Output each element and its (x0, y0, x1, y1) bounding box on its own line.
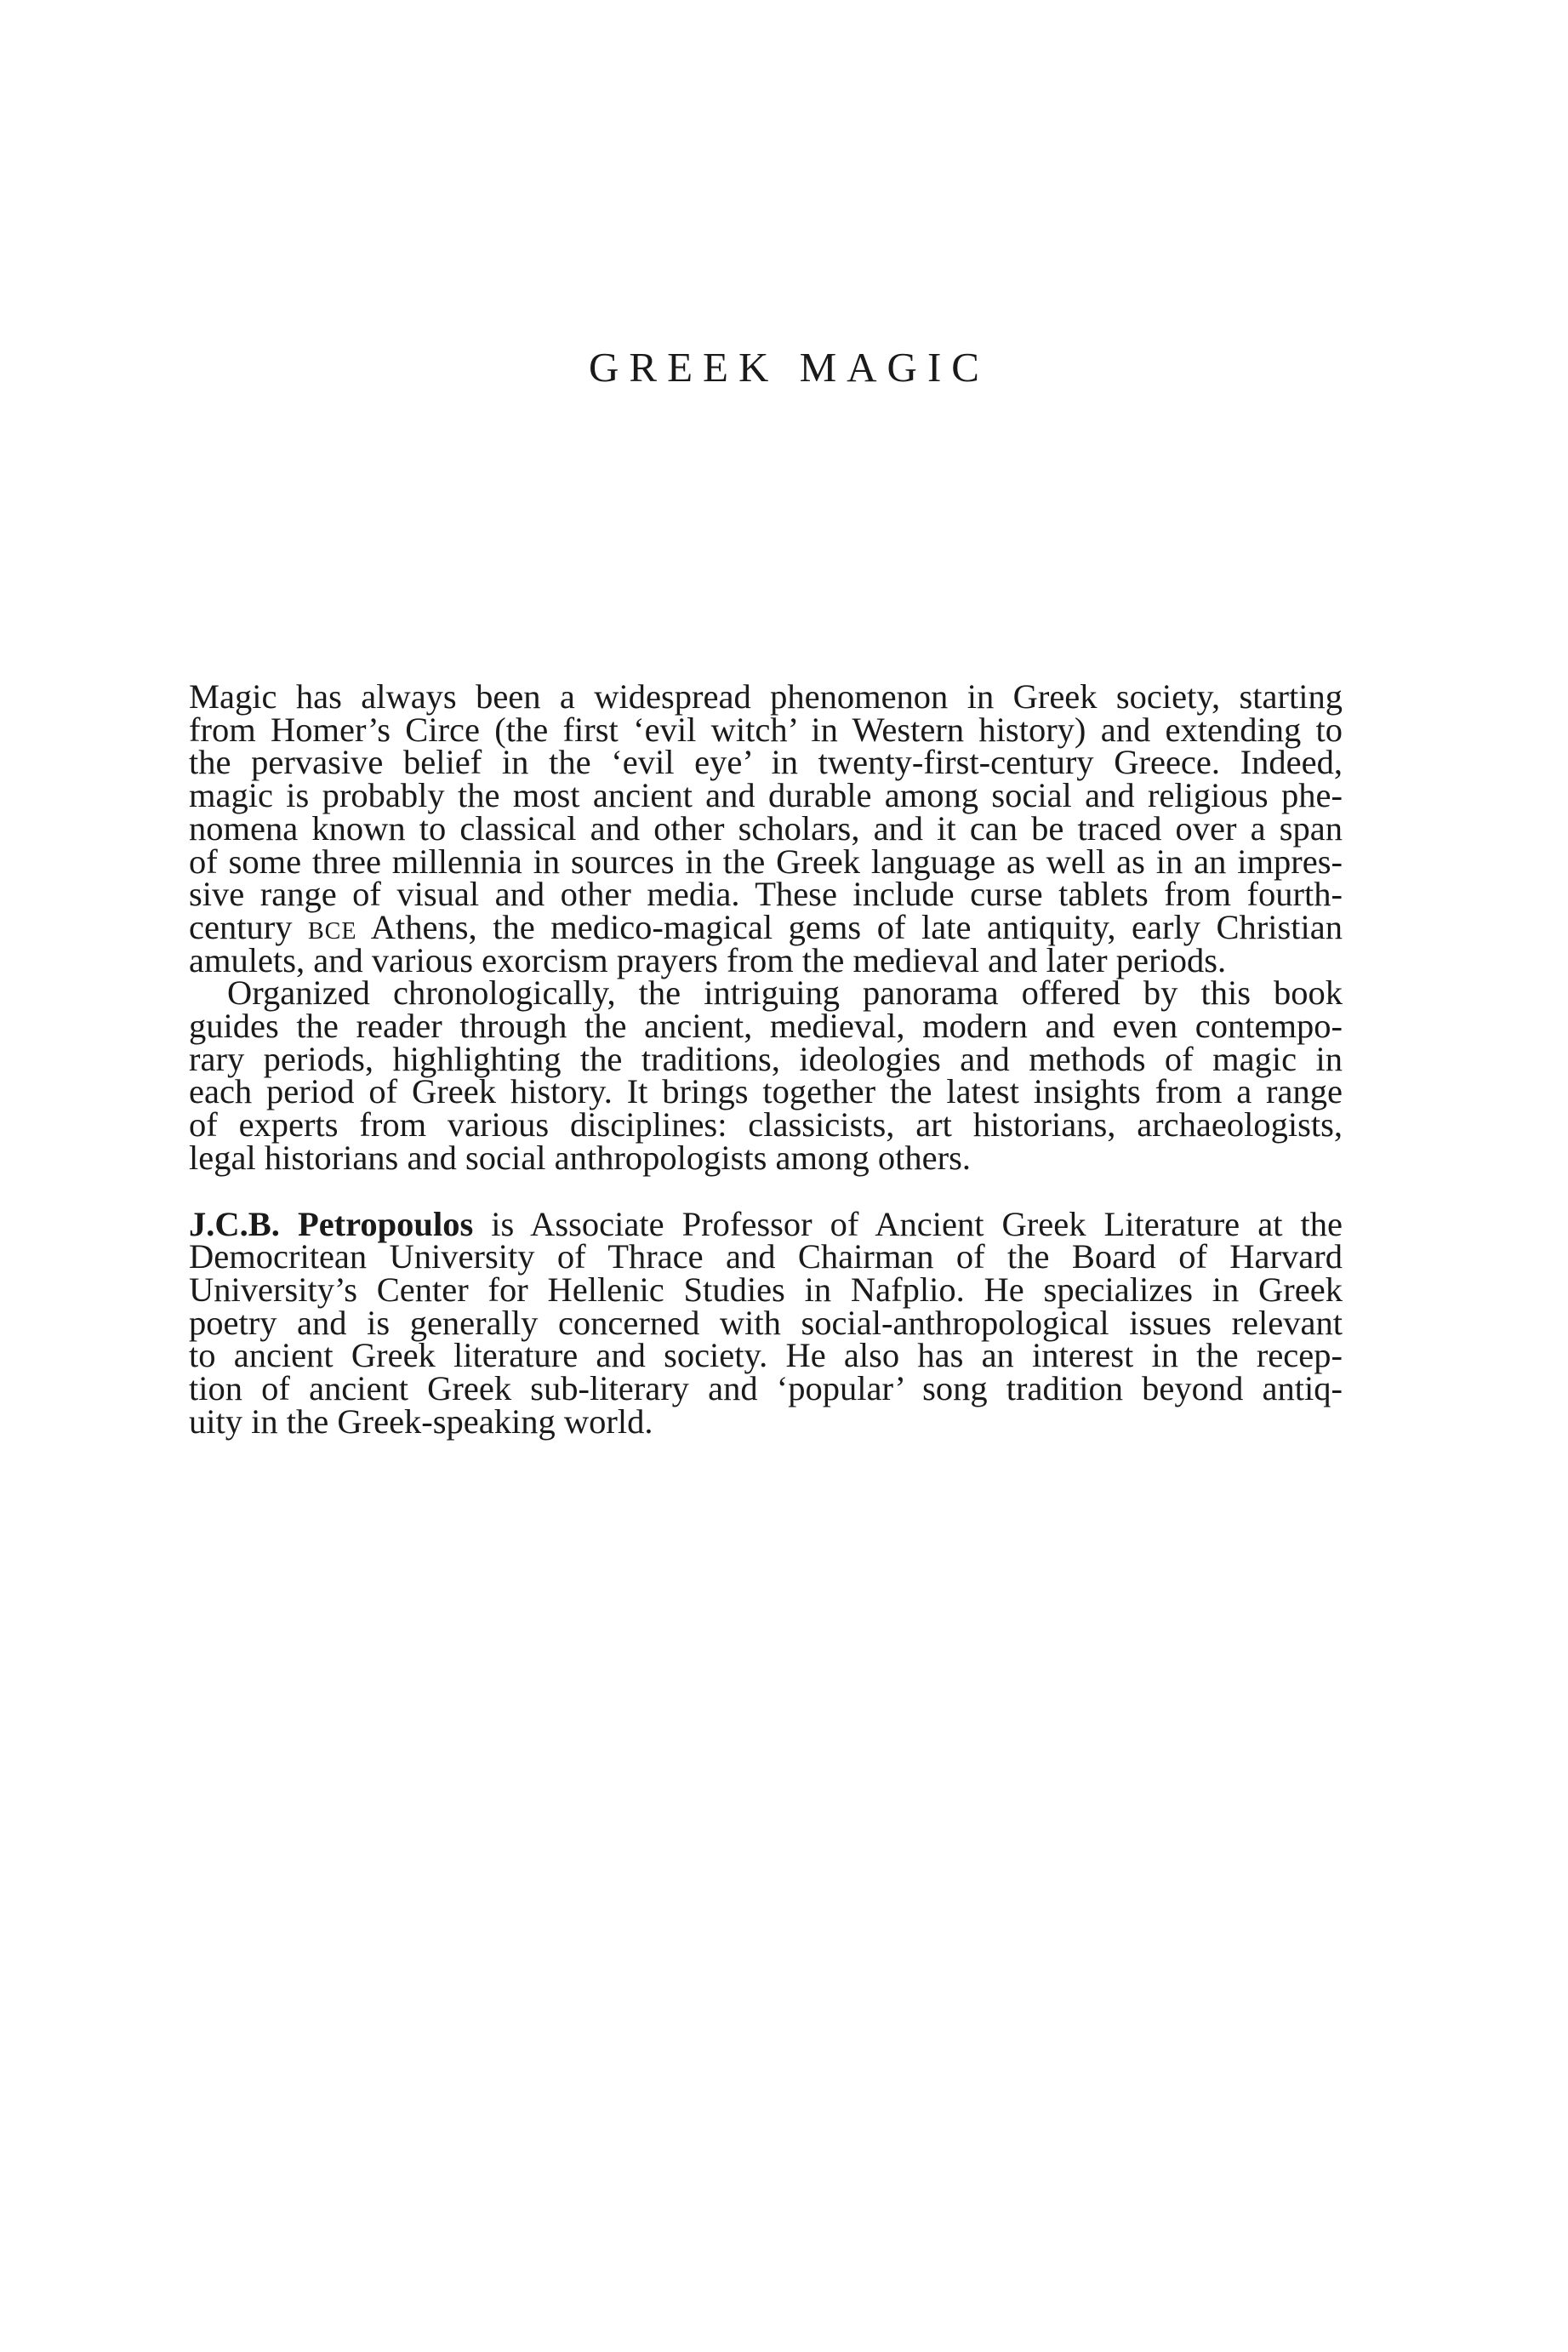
text-line: uity in the Greek-speaking world. (189, 1401, 653, 1441)
text-line: nomena known to classical and other scholars, and it can be traced over a span (189, 808, 1343, 848)
text-line: the pervasive belief in the ‘evil eye’ in twenty-first-century Greece. Indeed, (189, 743, 1343, 782)
text-line: guides the reader through the ancient, medieval, modern and even contempo- (189, 1007, 1343, 1046)
description-paragraph-2 (189, 973, 1343, 1177)
text-line: amulets, and various exorcism prayers from the medieval and later periods. (189, 940, 1227, 979)
text-line: from Homer’s Circe (the first ‘evil witch’ in Western history) and extending to (189, 710, 1343, 749)
era-abbreviation: bce (308, 907, 357, 946)
text-line: Democritean University of Thrace and Chairman of the Board of Harvard (189, 1237, 1343, 1276)
description-paragraph-1 (189, 677, 1343, 979)
text-line: rary periods, highlighting the traditions, ideologies and methods of magic in (189, 1039, 1343, 1078)
text-line: University’s Center for Hellenic Studies in Nafplio. He specializes in Greek (189, 1270, 1343, 1309)
text-fragment: Athens, the medico-magical gems of late antiquity, early Christian (356, 907, 1343, 946)
text-line: Organized chronologically, the intriguing panorama offered by this book (227, 973, 1343, 1013)
text-line: legal historians and social anthropologists among others. (189, 1138, 971, 1177)
paragraph-spacer (189, 1175, 1343, 1208)
text-line: poetry and is generally concerned with social-anthropological issues relevant (189, 1303, 1343, 1342)
text-line: of some three millennia in sources in the Greek language as well as in an impres- (189, 842, 1343, 881)
text-line: magic is probably the most ancient and durable among social and religious phe- (189, 776, 1343, 815)
text-line: sive range of visual and other media. These include curse tablets from fourth- (189, 875, 1343, 914)
text-line: to ancient Greek literature and society. He also has an interest in the recep- (189, 1336, 1343, 1375)
page-title: GREEK MAGIC (589, 344, 989, 391)
text-line (189, 907, 1343, 946)
author-bio (189, 1204, 1343, 1441)
description-text (189, 677, 1343, 1441)
text-line: Magic has always been a widespread phenomenon in Greek society, starting (189, 677, 1343, 716)
text-fragment: is Associate Professor of Ancient Greek Literature at the (473, 1204, 1343, 1243)
text-line (189, 1204, 1343, 1243)
text-line: tion of ancient Greek sub-literary and ‘popular’ song tradition beyond antiq- (189, 1369, 1343, 1408)
author-name: J.C.B. Petropoulos (189, 1204, 474, 1243)
text-line: of experts from various disciplines: classicists, art historians, archaeologists, (189, 1105, 1343, 1145)
text-fragment: century (189, 907, 308, 946)
text-line: each period of Greek history. It brings together the latest insights from a range (189, 1072, 1343, 1111)
